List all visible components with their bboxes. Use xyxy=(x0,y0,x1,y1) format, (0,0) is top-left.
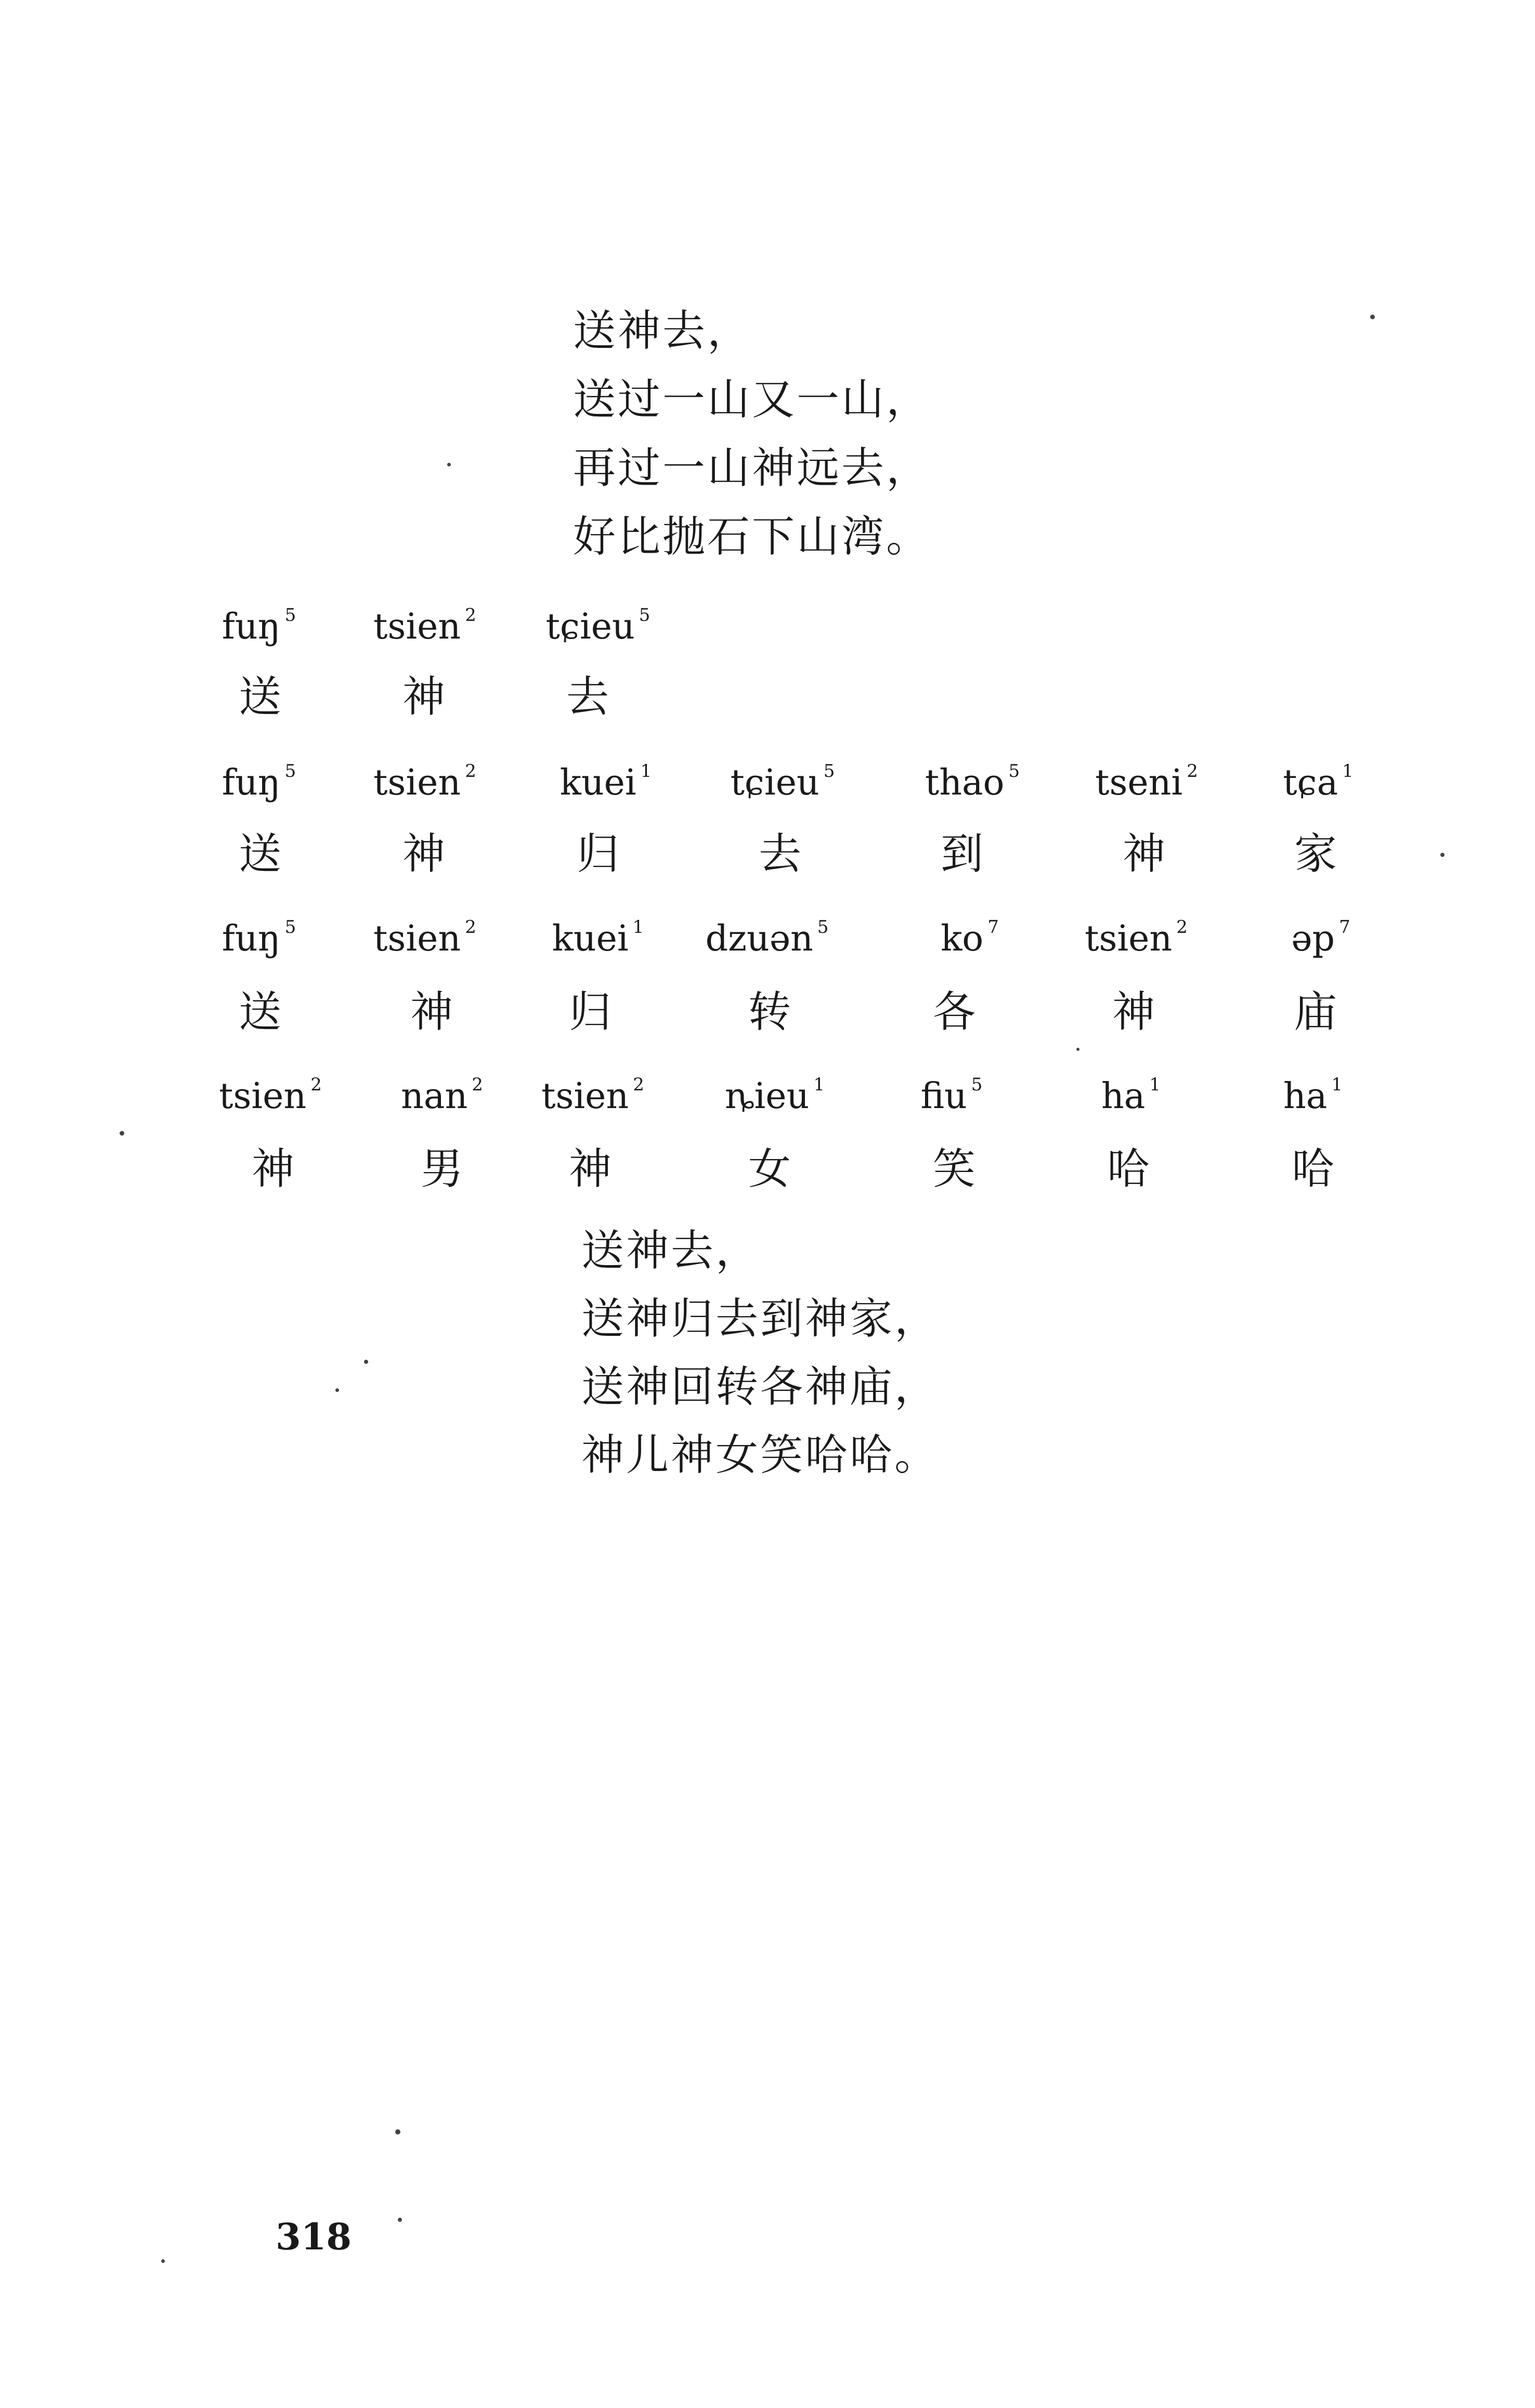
scan-speck xyxy=(447,463,451,466)
hanzi-gloss: 归 xyxy=(576,829,620,879)
hanzi-gloss: 神 xyxy=(402,672,446,722)
hanzi-gloss: 各 xyxy=(932,987,976,1037)
hanzi-gloss: 神 xyxy=(251,1144,295,1194)
romanization: tɕa $^1$ xyxy=(1283,761,1354,803)
romanization: kuei $^1$ xyxy=(552,917,644,959)
romanization: ko $^7$ xyxy=(941,917,999,959)
romanization: tsien $^2$ xyxy=(219,1074,322,1117)
scan-speck xyxy=(364,1360,368,1364)
romanization: ȵieu $^1$ xyxy=(725,1074,825,1117)
romanization: tsien $^2$ xyxy=(373,917,476,959)
verse-line: 神儿神女笑哈哈。 xyxy=(581,1430,940,1480)
hanzi-gloss: 神 xyxy=(568,1144,612,1194)
scan-speck xyxy=(395,2129,400,2134)
hanzi-gloss: 神 xyxy=(402,829,446,879)
hanzi-gloss: 去 xyxy=(758,829,802,879)
romanization: kuei $^1$ xyxy=(560,761,652,803)
hanzi-gloss: 送 xyxy=(238,672,282,722)
verse-bottom xyxy=(581,1226,940,1502)
romanization: tsien $^2$ xyxy=(373,761,476,803)
hanzi-gloss: 庙 xyxy=(1294,987,1337,1037)
page-number: 318 xyxy=(276,2215,352,2258)
hanzi-gloss: 归 xyxy=(568,987,612,1037)
verse-line: 送神去， xyxy=(581,1226,761,1275)
romanization: nan $^2$ xyxy=(401,1074,483,1117)
scan-speck xyxy=(1370,315,1375,319)
romanization: tsien $^2$ xyxy=(373,605,476,647)
scan-speck xyxy=(398,2218,402,2222)
hanzi-gloss: 到 xyxy=(940,829,984,879)
hanzi-gloss: 哈 xyxy=(1291,1144,1335,1194)
scan-speck xyxy=(120,1131,124,1136)
hanzi-gloss: 神 xyxy=(1112,987,1155,1037)
scan-speck xyxy=(335,1388,339,1392)
romanization: fuŋ $^5$ xyxy=(222,605,296,647)
hanzi-gloss: 男 xyxy=(420,1144,464,1194)
hanzi-gloss: 神 xyxy=(1122,829,1166,879)
verse-line: 再过一山神远去， xyxy=(573,444,931,493)
verse-line: 送过一山又一山， xyxy=(573,375,931,424)
hanzi-gloss: 送 xyxy=(238,987,282,1037)
romanization: ha $^1$ xyxy=(1283,1074,1343,1117)
romanization: tɕieu $^5$ xyxy=(730,761,835,803)
hanzi-gloss: 哈 xyxy=(1107,1144,1150,1194)
hanzi-gloss: 去 xyxy=(566,672,609,722)
romanization: thao $^5$ xyxy=(925,761,1020,803)
romanization: fiu $^5$ xyxy=(920,1074,983,1117)
hanzi-gloss: 女 xyxy=(748,1144,791,1194)
hanzi-gloss: 家 xyxy=(1294,829,1337,879)
hanzi-gloss: 送 xyxy=(238,829,282,879)
hanzi-gloss: 神 xyxy=(410,987,453,1037)
verse-line: 送神回转各神庙， xyxy=(581,1362,940,1412)
romanization: tɕieu $^5$ xyxy=(545,605,651,647)
scan-speck xyxy=(161,2259,165,2263)
romanization: tseni $^2$ xyxy=(1095,761,1198,803)
romanization: tsien $^2$ xyxy=(541,1074,644,1117)
verse-line: 送神归去到神家， xyxy=(581,1294,940,1344)
verse-top xyxy=(573,306,931,584)
romanization: fuŋ $^5$ xyxy=(222,917,296,959)
scan-speck xyxy=(1440,853,1445,857)
romanization: ha $^1$ xyxy=(1101,1074,1161,1117)
romanization: dzuən $^5$ xyxy=(705,917,829,959)
hanzi-gloss: 笑 xyxy=(932,1144,976,1194)
verse-line: 送神去， xyxy=(573,306,752,356)
romanization: əp $^7$ xyxy=(1291,917,1350,959)
scan-speck xyxy=(1076,1048,1079,1051)
romanization: fuŋ $^5$ xyxy=(222,761,296,803)
hanzi-gloss: 转 xyxy=(748,987,791,1037)
romanization: tsien $^2$ xyxy=(1085,917,1188,959)
verse-line: 好比抛石下山湾。 xyxy=(573,512,931,562)
